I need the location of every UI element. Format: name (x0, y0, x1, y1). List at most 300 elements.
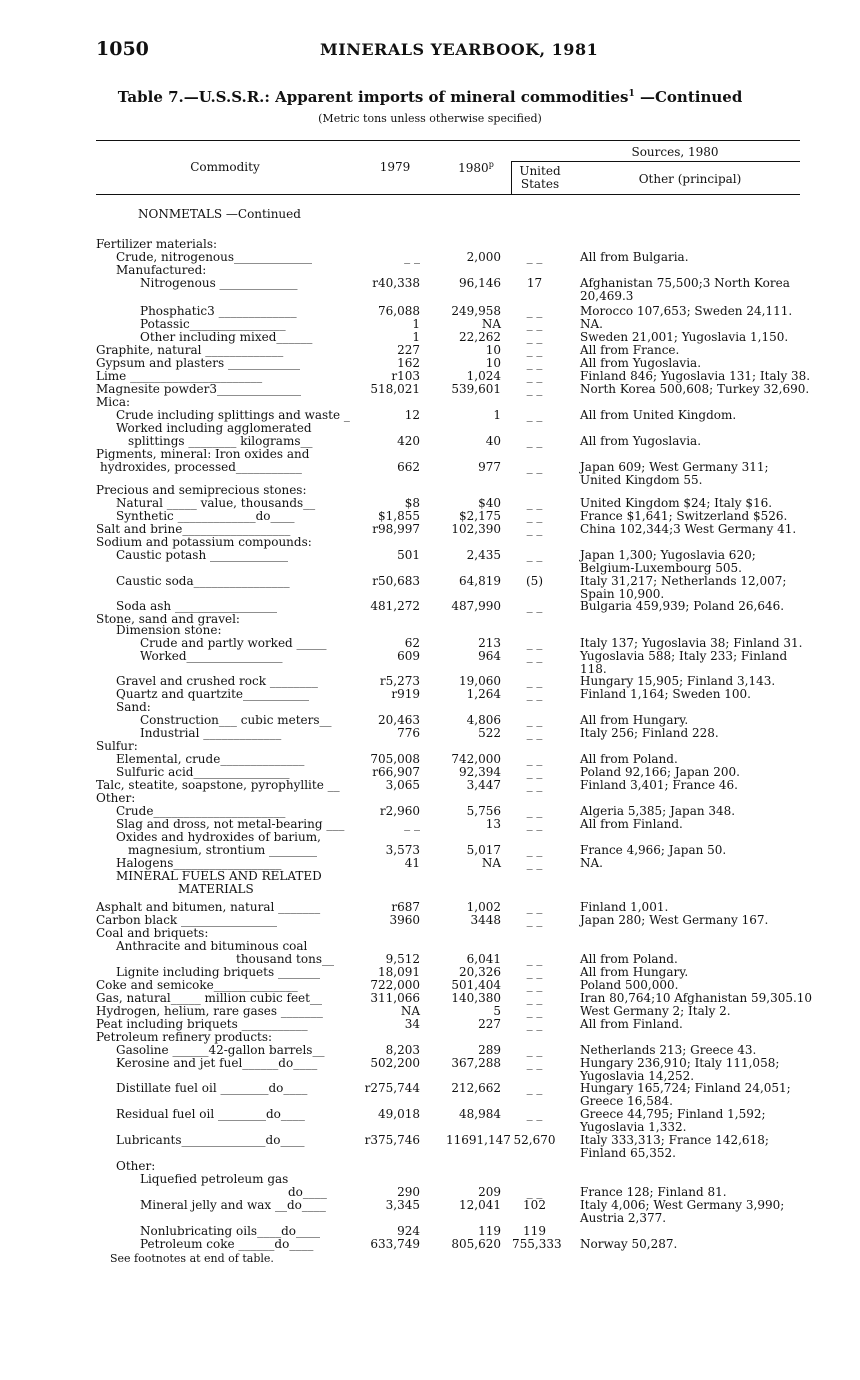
row-commodity: Coke and semicoke______________ (96, 978, 298, 992)
row-us-value: _ _ (526, 1017, 543, 1031)
row-us-value: _ _ (526, 713, 543, 727)
row-commodity: Liquefied petroleum gas (140, 1172, 289, 1186)
table-title-text: Table 7.—U.S.S.R.: Apparent imports of mineral commodities (117, 88, 629, 106)
table-title-suffix: —Continued (634, 88, 743, 106)
row-1980-value: NA (481, 856, 501, 870)
row-us-value: _ _ (526, 856, 543, 870)
row-commodity: Industrial _____________ (140, 726, 282, 740)
row-us-value: _ _ (526, 1056, 543, 1070)
row-us-value: _ _ (526, 1185, 543, 1199)
row-commodity: Nonlubricating oils____do____ (140, 1224, 320, 1238)
row-us-value: _ _ (526, 900, 543, 914)
row-1979-value: 3,573 (385, 843, 420, 857)
row-us-value: _ _ (526, 991, 543, 1005)
row-1980-value: 522 (478, 726, 501, 740)
table-row (0, 277, 860, 290)
row-commodity: Crude including splittings and waste _ (116, 408, 350, 422)
table-row (0, 650, 860, 663)
row-1979-value: 722,000 (370, 978, 420, 992)
row-1979-value: 481,272 (370, 599, 420, 613)
row-1979-value: 705,008 (370, 752, 420, 766)
header-commodity: Commodity (190, 160, 260, 174)
row-commodity: Synthetic _____________do____ (116, 509, 295, 523)
row-us-value: _ _ (526, 804, 543, 818)
row-other-sources: Hungary 236,910; Italy 111,058; (580, 1056, 780, 1070)
row-1980-value: 367,288 (451, 1056, 501, 1070)
row-other-sources: Belgium-Luxembourg 505. (580, 561, 742, 575)
row-commodity: Sulfuric acid________________ (116, 765, 290, 779)
row-us-value: _ _ (526, 778, 543, 792)
row-1979-value: r40,338 (372, 276, 420, 290)
row-other-sources: North Korea 500,608; Turkey 32,690. (580, 382, 810, 396)
row-commodity: Caustic soda________________ (116, 574, 290, 588)
row-commodity: Mineral jelly and wax __do____ (140, 1198, 326, 1212)
row-1979-value: 609 (397, 649, 420, 663)
row-other-sources: Finland 1,001. (580, 900, 669, 914)
row-other-sources: Japan 1,300; Yugoslavia 620; (580, 548, 756, 562)
row-1980-value: 64,819 (459, 574, 501, 588)
header-sources: Sources, 1980 (631, 145, 719, 159)
page-number: 1050 (96, 38, 149, 60)
row-other-sources: Hungary 15,905; Finland 3,143. (580, 674, 776, 688)
row-1980-value: 11691,147 (446, 1133, 511, 1147)
row-us-value: _ _ (526, 674, 543, 688)
row-us-value: _ _ (526, 1043, 543, 1057)
row-commodity: NONMETALS —Continued (138, 207, 301, 221)
row-1980-value: 10 (485, 356, 501, 370)
row-us-value: _ _ (526, 522, 543, 536)
row-us-value: _ _ (526, 913, 543, 927)
row-1980-value: 92,394 (459, 765, 501, 779)
table-row (0, 1134, 860, 1147)
row-other-sources: Yugoslavia 588; Italy 233; Finland (580, 649, 788, 663)
rule-us-divider (511, 161, 512, 194)
row-us-value: _ _ (526, 952, 543, 966)
row-1980-value: 5 (493, 1004, 501, 1018)
row-1979-value: 662 (397, 460, 420, 474)
row-commodity: Oxides and hydroxides of barium, (116, 830, 321, 844)
row-us-value: 102 (523, 1198, 546, 1212)
row-commodity: Lignite including briquets _______ (116, 965, 320, 979)
row-other-sources: Greece 16,584. (580, 1094, 673, 1108)
row-us-value: _ _ (526, 817, 543, 831)
table-row (0, 1108, 860, 1121)
row-commodity: Quartz and quartzite___________ (116, 687, 310, 701)
row-other-sources: Finland 3,401; France 46. (580, 778, 738, 792)
row-us-value: _ _ (526, 599, 543, 613)
row-commodity: Other including mixed______ (140, 330, 313, 344)
row-us-value: _ _ (526, 636, 543, 650)
table-row (0, 208, 860, 221)
row-us-value: _ _ (526, 434, 543, 448)
row-commodity: Gravel and crushed rock ________ (116, 674, 318, 688)
row-1980-value: 1,024 (466, 369, 501, 383)
table-row (0, 1199, 860, 1212)
row-1979-value: 227 (397, 343, 420, 357)
row-1979-value: 8,203 (385, 1043, 420, 1057)
row-1980-value: NA (481, 317, 501, 331)
row-us-value: _ _ (526, 369, 543, 383)
row-other-sources: China 102,344;3 West Germany 41. (580, 522, 797, 536)
row-1979-value: 18,091 (378, 965, 420, 979)
row-1979-value: 518,021 (370, 382, 420, 396)
row-1979-value: 34 (404, 1017, 420, 1031)
row-1979-value: r919 (391, 687, 420, 701)
row-commodity: Sulfur: (96, 739, 138, 753)
row-1980-value: 102,390 (451, 522, 501, 536)
header-1980-sup: p (488, 160, 494, 169)
row-other-sources: Austria 2,377. (580, 1211, 667, 1225)
row-1980-value: 227 (478, 1017, 501, 1031)
row-other-sources: Finland 846; Yugoslavia 131; Italy 38. (580, 369, 811, 383)
row-commodity: Graphite, natural _____________ (96, 343, 284, 357)
row-commodity: Lime ______________________ (96, 369, 263, 383)
row-commodity: Potassic________________ (140, 317, 286, 331)
running-title: MINERALS YEARBOOK, 1981 (320, 40, 599, 59)
row-commodity: splittings ________ kilograms__ (128, 434, 313, 448)
rule-header-bottom (96, 194, 800, 195)
row-1979-value: 502,200 (370, 1056, 420, 1070)
row-1980-value: 487,990 (451, 599, 501, 613)
row-other-sources: Yugoslavia 14,252. (580, 1069, 695, 1083)
row-other-sources: Italy 333,313; France 142,618; (580, 1133, 769, 1147)
row-commodity: Slag and dross, not metal-bearing ___ (116, 817, 345, 831)
row-other-sources: All from Poland. (580, 952, 678, 966)
row-other-sources: France $1,641; Switzerland $526. (580, 509, 788, 523)
row-1980-value: 742,000 (451, 752, 501, 766)
row-1979-value: 290 (397, 1185, 420, 1199)
row-us-value: _ _ (526, 978, 543, 992)
row-other-sources: 20,469.3 (580, 289, 634, 303)
row-us-value: _ _ (526, 343, 543, 357)
row-1979-value: $1,855 (378, 509, 420, 523)
row-commodity: Sodium and potassium compounds: (96, 535, 312, 549)
row-1980-value: 209 (478, 1185, 501, 1199)
row-1979-value: 1 (412, 330, 420, 344)
row-us-value: _ _ (526, 460, 543, 474)
row-commodity: Precious and semiprecious stones: (96, 483, 307, 497)
row-us-value: _ _ (526, 330, 543, 344)
row-commodity: thousand tons__ (236, 952, 334, 966)
row-1980-value: 13 (485, 817, 501, 831)
row-commodity: Worked including agglomerated (116, 421, 312, 435)
row-other-sources: United Kingdom $24; Italy $16. (580, 496, 773, 510)
row-1979-value: 1 (412, 317, 420, 331)
row-1980-value: 249,958 (451, 304, 501, 318)
row-1980-value: 1 (493, 408, 501, 422)
table-row (0, 290, 860, 303)
row-1980-value: 2,435 (466, 548, 501, 562)
row-1979-value: 311,066 (370, 991, 420, 1005)
row-us-value: _ _ (526, 687, 543, 701)
row-1979-value: 62 (404, 636, 420, 650)
row-us-value: _ _ (526, 726, 543, 740)
row-commodity: magnesium, strontium ________ (128, 843, 318, 857)
row-other-sources: All from Hungary. (580, 713, 689, 727)
row-other-sources: France 4,966; Japan 50. (580, 843, 727, 857)
table-row (0, 575, 860, 588)
row-1980-value: 20,326 (459, 965, 501, 979)
row-1979-value: _ _ (404, 250, 420, 264)
header-1980-text: 1980 (458, 161, 489, 175)
row-1980-value: 1,264 (466, 687, 501, 701)
row-1980-value: 213 (478, 636, 501, 650)
row-1980-value: 501,404 (451, 978, 501, 992)
row-other-sources: Iran 80,764;10 Afghanistan 59,305.10 (580, 991, 813, 1005)
row-us-value: _ _ (526, 752, 543, 766)
table-title (0, 88, 860, 106)
row-1980-value: 12,041 (459, 1198, 501, 1212)
row-1979-value: r98,997 (372, 522, 420, 536)
row-commodity: Mica: (96, 395, 131, 409)
row-other-sources: All from United Kingdom. (580, 408, 737, 422)
row-other-sources: NA. (580, 856, 603, 870)
row-1979-value: 20,463 (378, 713, 420, 727)
row-us-value: _ _ (526, 765, 543, 779)
row-commodity: Peat including briquets ___________ (96, 1017, 308, 1031)
row-other-sources: All from Hungary. (580, 965, 689, 979)
row-1979-value: r66,907 (372, 765, 420, 779)
row-commodity: Hydrogen, helium, rare gases _______ (96, 1004, 323, 1018)
row-1979-value: r50,683 (372, 574, 420, 588)
row-other-sources: Spain 10,900. (580, 587, 665, 601)
row-commodity: Kerosine and jet fuel______do____ (116, 1056, 318, 1070)
row-commodity: Talc, steatite, soapstone, pyrophyllite __ (96, 778, 340, 792)
row-other-sources: Norway 50,287. (580, 1237, 678, 1251)
row-commodity: Magnesite powder3______________ (96, 382, 302, 396)
row-other-sources: Italy 31,217; Netherlands 12,007; (580, 574, 787, 588)
row-us-value: _ _ (526, 317, 543, 331)
row-1979-value: 3,065 (385, 778, 420, 792)
row-commodity: Gypsum and plasters ____________ (96, 356, 300, 370)
row-us-value: _ _ (526, 1081, 543, 1095)
row-commodity: Other: (96, 791, 136, 805)
row-1980-value: 119 (478, 1224, 501, 1238)
row-1979-value: 9,512 (385, 952, 420, 966)
row-commodity: Distillate fuel oil ________do____ (116, 1081, 308, 1095)
table-row (0, 1173, 860, 1186)
row-other-sources: All from Finland. (580, 817, 683, 831)
table-row (0, 1057, 860, 1070)
row-1979-value: 76,088 (378, 304, 420, 318)
row-commodity: Salt and brine__________________ (96, 522, 291, 536)
row-1980-value: 6,041 (466, 952, 501, 966)
row-us-value: _ _ (526, 843, 543, 857)
row-1979-value: _ _ (404, 817, 420, 831)
row-other-sources: Japan 609; West Germany 311; (580, 460, 769, 474)
row-commodity: Manufactured: (116, 263, 207, 277)
row-1980-value: 289 (478, 1043, 501, 1057)
table-title-sup: 1 (628, 89, 635, 99)
row-1980-value: 3448 (470, 913, 501, 927)
row-commodity: Petroleum coke ______do____ (140, 1237, 314, 1251)
row-other-sources: Hungary 165,724; Finland 24,051; (580, 1081, 791, 1095)
row-us-value: _ _ (526, 382, 543, 396)
row-other-sources: All from Yugoslavia. (580, 356, 702, 370)
row-other-sources: Italy 4,006; West Germany 3,990; (580, 1198, 785, 1212)
header-us: United States (519, 164, 561, 191)
row-1979-value: r687 (391, 900, 420, 914)
row-1979-value: 3,345 (385, 1198, 420, 1212)
row-1979-value: 41 (404, 856, 420, 870)
row-other-sources: Finland 65,352. (580, 1146, 676, 1160)
row-1980-value: 10 (485, 343, 501, 357)
row-commodity: Elemental, crude______________ (116, 752, 305, 766)
row-us-value: (5) (526, 574, 543, 588)
row-commodity: Halogens__________________ (116, 856, 282, 870)
row-other-sources: All from Poland. (580, 752, 678, 766)
row-us-value: _ _ (526, 496, 543, 510)
header-other: Other (principal) (638, 172, 742, 186)
row-1980-value: 22,262 (459, 330, 501, 344)
row-commodity: Carbon black ________________ (96, 913, 278, 927)
row-commodity: Nitrogenous _____________ (140, 276, 298, 290)
header-1980 (446, 160, 506, 175)
row-commodity: Crude and partly worked _____ (140, 636, 327, 650)
row-other-sources: Japan 280; West Germany 167. (580, 913, 769, 927)
row-other-sources: Afghanistan 75,500;3 North Korea (580, 276, 790, 290)
row-us-value: _ _ (526, 250, 543, 264)
row-commodity: MATERIALS (178, 882, 254, 896)
row-commodity: Other: (116, 1159, 156, 1173)
row-commodity: Asphalt and bitumen, natural _______ (96, 900, 321, 914)
row-1980-value: 964 (478, 649, 501, 663)
header-1979: 1979 (379, 160, 411, 174)
row-1980-value: 5,017 (466, 843, 501, 857)
row-commodity: Crude, nitrogenous_____________ (116, 250, 313, 264)
row-1980-value: 539,601 (451, 382, 501, 396)
row-1979-value: NA (400, 1004, 420, 1018)
row-other-sources: Netherlands 213; Greece 43. (580, 1043, 757, 1057)
row-other-sources: Sweden 21,001; Yugoslavia 1,150. (580, 330, 789, 344)
row-commodity: Natural _____ value, thousands__ (116, 496, 316, 510)
row-us-value: _ _ (526, 509, 543, 523)
row-1979-value: r375,746 (364, 1133, 420, 1147)
table-row (0, 1238, 860, 1251)
row-us-value: _ _ (526, 1107, 543, 1121)
row-commodity: Anthracite and bituminous coal (116, 939, 308, 953)
row-1980-value: $2,175 (459, 509, 501, 523)
table-row (0, 1082, 860, 1095)
row-1980-value: 140,380 (451, 991, 501, 1005)
table-row (0, 701, 860, 714)
row-other-sources: Morocco 107,653; Sweden 24,111. (580, 304, 793, 318)
row-1980-value: 212,662 (451, 1081, 501, 1095)
row-commodity: Stone, sand and gravel: (96, 612, 240, 626)
row-other-sources: West Germany 2; Italy 2. (580, 1004, 731, 1018)
row-other-sources: Finland 1,164; Sweden 100. (580, 687, 751, 701)
table-row (0, 870, 860, 883)
table-subtitle: (Metric tons unless otherwise specified) (318, 112, 542, 125)
row-commodity: MINERAL FUELS AND RELATED (116, 869, 322, 883)
row-us-value: _ _ (526, 548, 543, 562)
row-other-sources: All from Yugoslavia. (580, 434, 702, 448)
row-commodity: Sand: (116, 700, 151, 714)
row-us-value: _ _ (526, 649, 543, 663)
row-1980-value: 977 (478, 460, 501, 474)
row-1979-value: r2,960 (379, 804, 420, 818)
row-commodity: Fertilizer materials: (96, 237, 218, 251)
row-1979-value: 3960 (389, 913, 420, 927)
row-1980-value: 96,146 (459, 276, 501, 290)
row-1979-value: 162 (397, 356, 420, 370)
row-commodity: Phosphatic3 _____________ (140, 304, 297, 318)
row-commodity: Construction___ cubic meters__ (140, 713, 332, 727)
row-1979-value: $8 (404, 496, 420, 510)
row-commodity: hydroxides, processed___________ (100, 460, 302, 474)
row-commodity: Caustic potash _____________ (116, 548, 289, 562)
row-commodity: Lubricants______________do____ (116, 1133, 305, 1147)
row-other-sources: All from Finland. (580, 1017, 683, 1031)
row-1979-value: r275,744 (364, 1081, 420, 1095)
row-commodity: Petroleum refinery products: (96, 1030, 273, 1044)
row-us-value: _ _ (526, 408, 543, 422)
row-us-value: 17 (526, 276, 543, 290)
row-other-sources: Italy 137; Yugoslavia 38; Finland 31. (580, 636, 803, 650)
row-1980-value: 19,060 (459, 674, 501, 688)
row-us-value: 755,333 (512, 1237, 562, 1251)
table-row (0, 940, 860, 953)
table-row (0, 1212, 860, 1225)
row-1979-value: 776 (397, 726, 420, 740)
row-commodity: Crude______________________ (116, 804, 286, 818)
row-1980-value: 40 (485, 434, 501, 448)
row-1980-value: $40 (478, 496, 501, 510)
row-1980-value: 2,000 (466, 250, 501, 264)
rule-sources (512, 161, 800, 162)
row-1979-value: 49,018 (378, 1107, 420, 1121)
row-other-sources: Greece 44,795; Finland 1,592; (580, 1107, 766, 1121)
row-other-sources: All from Bulgaria. (580, 250, 689, 264)
row-other-sources: United Kingdom 55. (580, 473, 703, 487)
rule-top (96, 140, 800, 141)
row-other-sources: 118. (580, 662, 607, 676)
row-1979-value: r5,273 (379, 674, 420, 688)
row-other-sources: All from France. (580, 343, 680, 357)
row-other-sources: France 128; Finland 81. (580, 1185, 727, 1199)
row-1980-value: 4,806 (466, 713, 501, 727)
row-us-value: _ _ (526, 356, 543, 370)
row-other-sources: Yugoslavia 1,332. (580, 1120, 687, 1134)
row-1980-value: 48,984 (459, 1107, 501, 1121)
table-row (0, 883, 860, 896)
row-1979-value: r103 (391, 369, 420, 383)
table-row (0, 1225, 860, 1238)
row-commodity: do____ (288, 1185, 327, 1199)
table-row (0, 305, 860, 318)
row-commodity: Coal and briquets: (96, 926, 209, 940)
row-other-sources: Algeria 5,385; Japan 348. (580, 804, 736, 818)
row-us-value: _ _ (526, 304, 543, 318)
footnote: See footnotes at end of table. (110, 1252, 274, 1265)
row-other-sources: Bulgaria 459,939; Poland 26,646. (580, 599, 785, 613)
row-1979-value: 12 (404, 408, 420, 422)
row-commodity: Gasoline ______42-gallon barrels__ (116, 1043, 325, 1057)
row-us-value: 119 (523, 1224, 546, 1238)
row-us-value: 52,670 (513, 1133, 556, 1147)
row-1980-value: 1,002 (466, 900, 501, 914)
row-other-sources: Poland 500,000. (580, 978, 679, 992)
row-1980-value: 5,756 (466, 804, 501, 818)
row-commodity: Gas, natural_____ million cubic feet__ (96, 991, 322, 1005)
row-commodity: Residual fuel oil ________do____ (116, 1107, 305, 1121)
row-commodity: Soda ash _________________ (116, 599, 277, 613)
row-1980-value: 3,447 (466, 778, 501, 792)
row-1979-value: 633,749 (370, 1237, 420, 1251)
table-row (0, 461, 860, 474)
row-commodity: Pigments, mineral: Iron oxides and (96, 447, 310, 461)
row-us-value: _ _ (526, 1004, 543, 1018)
